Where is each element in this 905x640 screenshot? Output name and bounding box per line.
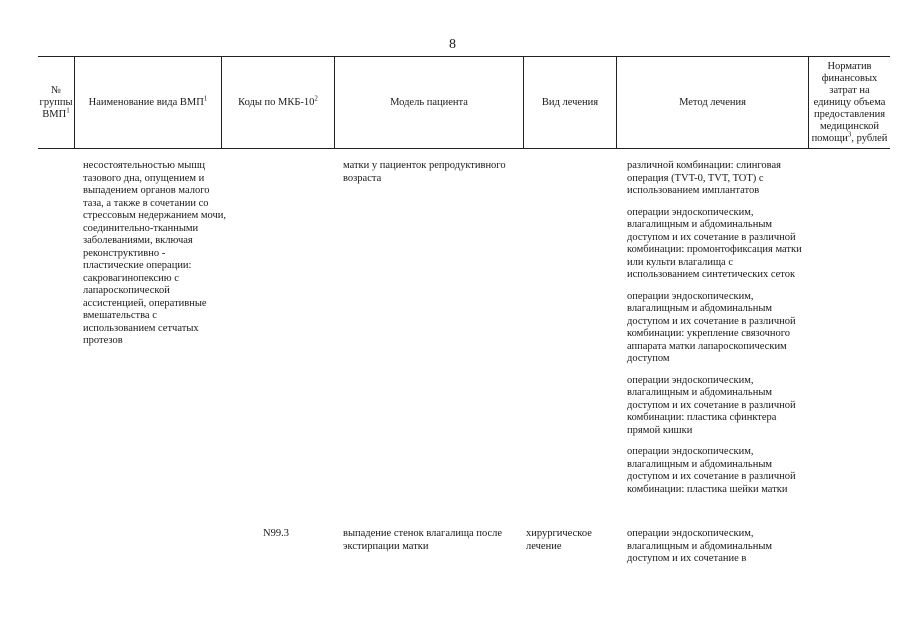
header-financial-norm: Норматив финансовых затрат на единицу объема предоставления медицинской помощи$^3$, рублей	[811, 60, 888, 144]
row1-patient-model: матки у пациенток репродуктивного возраста	[343, 160, 506, 184]
list-item: операции эндоскопическим, влагалищным и абдоминальным доступом и их сочетание в различной комбинации: укрепление связочного аппарата матки лапароскопическим доступом	[627, 290, 796, 364]
row2-treatment-method: операции эндоскопическим, влагалищным и абдоминальным доступом и их сочетание в	[627, 528, 773, 564]
list-item: операции эндоскопическим, влагалищным и абдоминальным доступом и их сочетание в различной комбинации: промонтофиксация матки или культи влагалища с использованием синтетических сеток	[627, 206, 802, 280]
row2-treatment-type: хирургическое лечение	[526, 528, 592, 552]
row2-mkb-code: N99.3	[263, 528, 289, 539]
row2-patient-model: выпадение стенок влагалища после экстирпации матки	[343, 528, 503, 552]
header-bottom-rule	[38, 148, 890, 149]
list-item: операции эндоскопическим, влагалищным и абдоминальным доступом и их сочетание в различной комбинации: пластика шейки матки	[627, 446, 796, 495]
header-mkb-codes: Коды по МКБ-$10^2$	[238, 94, 318, 108]
list-item: различной комбинации: слинговая операция (TVT-0, TVT, TOT) с использованием имплантатов	[627, 160, 781, 196]
page-number: 8	[449, 37, 456, 52]
list-item: операции эндоскопическим, влагалищным и абдоминальным доступом и их сочетание в различной комбинации: пластика сфинктера прямой кишки	[627, 374, 796, 436]
header-treatment-type: Вид лечения	[541, 96, 599, 108]
row1-treatment-methods	[627, 160, 807, 505]
header-patient-model: Модель пациента	[390, 96, 468, 108]
header-vmp-name: Наименование вида ВМП$^1$	[88, 94, 208, 108]
header-group-no: № группы ВМП$^1$	[39, 84, 73, 120]
row1-vmp-name: несостоятельностью мышц тазового дна, опущением и выпадением органов малого таза, а также в сочетании со стрессовым недержанием мочи, соединительно-тканными заболеваниями, включая реконструктивно - пластические операции: сакровагинопексию с лапароскопической ассистенцией, оперативные вмешательства с использованием сетчатых протезов	[83, 160, 227, 346]
header-treatment-method: Метод лечения	[679, 96, 746, 108]
